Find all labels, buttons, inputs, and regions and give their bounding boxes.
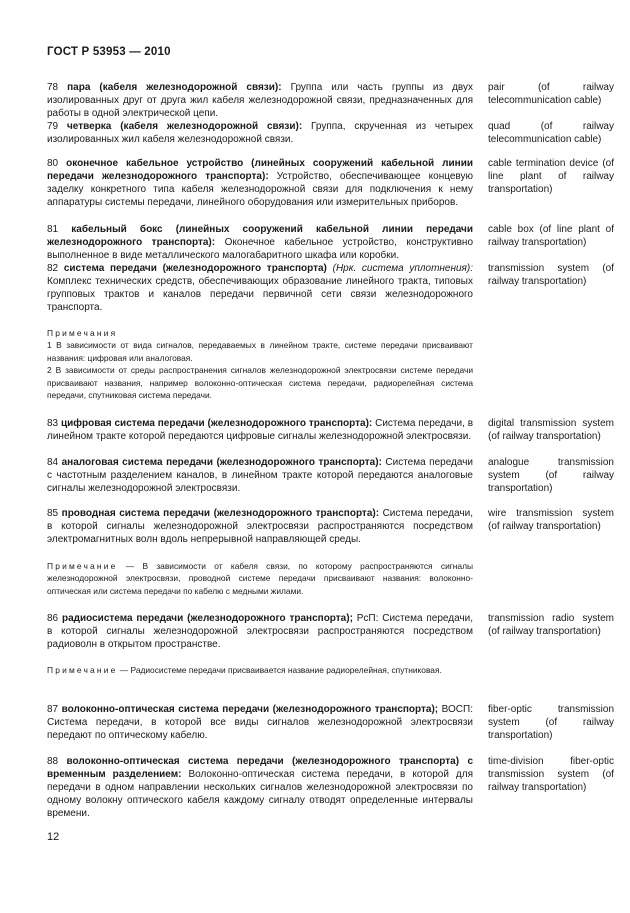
- term-name: волоконно-оптическая система передачи (железнодорожного транспорта);: [61, 704, 439, 715]
- term-abbr: РсП:: [356, 613, 379, 624]
- page-number: 12: [47, 831, 60, 843]
- term-name: система передачи (железнодорожного транспорта): [63, 263, 327, 274]
- term-ru: [47, 457, 473, 496]
- term-en: transmission system (of railway transportation): [488, 263, 614, 287]
- term-number: 79: [47, 121, 59, 132]
- term-en: time-division fiber-optic transmission system (of railway transportation): [488, 756, 614, 793]
- term-definition: Система передачи, в линейном тракте которой передаются цифровые сигналы железнодорожной электросвязи.: [47, 418, 473, 442]
- term-definition: Система передачи, в которой сигналы железнодорожной электросвязи распространяются посредством радиоволн в открытом пространстве.: [47, 613, 473, 650]
- term-ru: [47, 224, 473, 263]
- term-name: аналоговая система передачи (железнодорожного транспорта):: [61, 457, 382, 468]
- term-number: 81: [47, 224, 59, 235]
- term-number: 86: [47, 613, 59, 624]
- note-text: — Радиосистеме передачи присваивается название радиорелейная, спутниковая.: [117, 665, 442, 675]
- page-header: ГОСТ Р 53953 — 2010: [47, 46, 171, 58]
- term-definition: Группа, скрученная из четырех изолированных жил кабеля железнодорожной связи.: [47, 121, 473, 145]
- term-name: пара (кабеля железнодорожной связи):: [67, 82, 282, 93]
- note-title: Примечания: [47, 328, 118, 338]
- term-abbr: ВОСП:: [441, 704, 473, 715]
- note-label: Примечание: [47, 561, 118, 571]
- term-ru: [47, 158, 473, 210]
- note-block-1: [47, 327, 473, 401]
- term-ru: [47, 704, 473, 743]
- term-number: 83: [47, 418, 59, 429]
- term-name: цифровая система передачи (железнодорожного транспорта):: [60, 418, 373, 429]
- term-number: 87: [47, 704, 59, 715]
- term-en: pair (of railway telecommunication cable): [488, 82, 614, 106]
- term-en: quad (of railway telecommunication cable): [488, 121, 614, 145]
- note-block-2: [47, 560, 473, 597]
- term-number: 85: [47, 508, 59, 519]
- term-definition: Группа или часть группы из двух изолированных друг от друга жил кабеля железнодорожной связи, предназначенных для работы в одной электрической цепи.: [47, 82, 474, 119]
- term-definition: Оконечное кабельное устройство, конструктивно выполненное в виде металлического малогабаритного шкафа или коробки.: [47, 236, 474, 261]
- term-en: cable termination device (of line plant of railway transportation): [488, 158, 614, 195]
- term-ru: [47, 756, 473, 821]
- term-definition: Комплекс технических средств, обеспечивающих образование линейного тракта, типовых групповых трактов и каналов передачи первичной сети связи железнодорожного транспорта.: [47, 275, 473, 313]
- term-ru: [47, 508, 473, 547]
- term-name: кабельный бокс (линейных сооружений кабельной линии передачи железнодорожного транспорта):: [47, 224, 474, 248]
- term-en: fiber-optic transmission system (of railway transportation): [488, 704, 614, 741]
- term-ru: [47, 82, 473, 121]
- term-en: transmission radio system (of railway transportation): [488, 613, 614, 637]
- term-number: 84: [47, 457, 59, 468]
- note-item: 1 В зависимости от вида сигналов, передаваемых в линейном тракте, системе передачи присваивают названия: цифровая или аналоговая.: [47, 340, 473, 363]
- term-definition: Волоконно-оптическая система передачи, в которой для передачи в одном направлении нескольких сигналов железнодорожной электросвязи по одному волокну оптического кабеля каждому сигналу отводят определенные интервалы времени.: [47, 768, 473, 819]
- term-definition: Устройство, обеспечивающее концевую заделку конкретного типа кабеля железнодорожной связи для подключения к нему аппаратуры системы передачи, линейного оборудования или измерительных приборов.: [47, 170, 473, 208]
- note-item: 2 В зависимости от среды распространения сигналов железнодорожной электросвязи системе передачи присваивают названия, например волоконно-оптическая система передачи, радиорелейная система передачи, спутниковая система передачи.: [47, 365, 473, 401]
- term-number: 78: [47, 82, 59, 93]
- term-en: wire transmission system (of railway transportation): [488, 508, 614, 532]
- term-name: радиосистема передачи (железнодорожного транспорта);: [61, 613, 353, 624]
- note-block-3: [47, 664, 473, 676]
- term-alt: (Нрк. система уплотнения):: [332, 263, 474, 274]
- term-number: 80: [47, 158, 59, 169]
- term-ru: [47, 121, 473, 147]
- term-name: оконечное кабельное устройство (линейных сооружений кабельной линии передачи железнодорожного транспорта):: [47, 158, 474, 182]
- note-text: — В зависимости от кабеля связи, по которому распространяются сигналы железнодорожной электросвязи, проводной системе передачи присваивают названия: волоконно-оптическая или система передачи по кабелю с медными жилами.: [47, 561, 473, 596]
- term-en: digital transmission system (of railway transportation): [488, 418, 614, 442]
- term-definition: Система передачи, в которой сигналы железнодорожной электросвязи распространяются посредством электромагнитных волн вдоль непрерывной направляющей среды.: [47, 508, 474, 545]
- term-ru: [47, 418, 473, 444]
- term-number: 82: [47, 263, 59, 274]
- term-name: проводная система передачи (железнодорожного транспорта):: [61, 508, 380, 519]
- term-definition: Система передачи с частотным разделением каналов, в линейном тракте которой передаются аналоговые сигналы железнодорожной электросвязи.: [47, 457, 474, 494]
- term-ru: [47, 613, 473, 652]
- term-en: cable box (of line plant of railway transportation): [488, 224, 614, 248]
- term-definition: Система передачи, в которой все виды сигналов железнодорожной электросвязи передают по оптическому кабелю.: [47, 716, 473, 741]
- term-ru: [47, 263, 473, 315]
- term-number: 88: [47, 756, 59, 767]
- term-en: analogue transmission system (of railway transportation): [488, 457, 614, 494]
- term-name: четверка (кабеля железнодорожной связи):: [66, 121, 303, 132]
- note-label: Примечание: [47, 665, 118, 675]
- term-name: волоконно-оптическая система передачи (железнодорожного транспорта) с временным разделением:: [47, 756, 474, 780]
